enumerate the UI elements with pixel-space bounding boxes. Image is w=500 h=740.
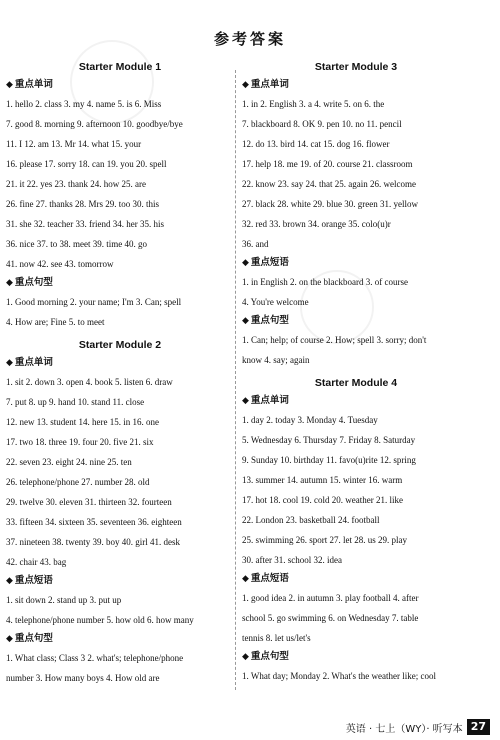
- section-heading-label: 重点短语: [250, 257, 289, 268]
- answer-line: 36. and: [242, 239, 269, 249]
- answer-line: 17. hot 18. cool 19. cold 20. weather 21. like: [242, 495, 403, 505]
- answer-line: 41. now 42. see 43. tomorrow: [6, 259, 114, 269]
- section-heading: [6, 572, 234, 590]
- answer-line: 1. sit 2. down 3. open 4. book 5. listen 6. draw: [6, 377, 173, 387]
- module-title: Starter Module 4: [314, 377, 398, 389]
- section-heading-label: 重点短语: [14, 575, 53, 586]
- section-heading: [242, 254, 470, 272]
- answer-line: 12. do 13. bird 14. cat 15. dog 16. flower: [242, 139, 390, 149]
- section-heading: [242, 570, 470, 588]
- answer-line: 1. Can; help; of course 2. How; spell 3. sorry; don't: [242, 335, 427, 345]
- page-footer: [346, 718, 490, 736]
- answer-line: 1. hello 2. class 3. my 4. name 5. is 6. Miss: [6, 99, 162, 109]
- answer-line: 1. in English 2. on the blackboard 3. of course: [242, 277, 408, 287]
- answer-line: 13. summer 14. autumn 15. winter 16. warm: [242, 475, 403, 485]
- diamond-bullet-icon: ◆: [242, 316, 249, 326]
- section-heading: [242, 648, 470, 666]
- answer-line: 1. in 2. English 3. a 4. write 5. on 6. the: [242, 99, 385, 109]
- answer-line: 25. swimming 26. sport 27. let 28. us 29. play: [242, 535, 407, 545]
- section-heading: [242, 76, 470, 94]
- diamond-bullet-icon: ◆: [242, 80, 249, 90]
- answer-line: 1. sit down 2. stand up 3. put up: [6, 595, 122, 605]
- answer-line: 5. Wednesday 6. Thursday 7. Friday 8. Saturday: [242, 435, 416, 445]
- module-title: Starter Module 2: [78, 339, 162, 351]
- diamond-bullet-icon: ◆: [6, 278, 13, 288]
- module-title: Starter Module 3: [314, 61, 398, 73]
- answer-line: 1. What day; Monday 2. What's the weather like; cool: [242, 671, 436, 681]
- answer-line: tennis 8. let us/let's: [242, 633, 311, 643]
- section-heading: [6, 274, 234, 292]
- section-heading: [6, 76, 234, 94]
- answer-line: 31. she 32. teacher 33. friend 34. her 35. his: [6, 219, 164, 229]
- diamond-bullet-icon: ◆: [242, 574, 249, 584]
- diamond-bullet-icon: ◆: [6, 576, 13, 586]
- answer-line: 17. two 18. three 19. four 20. five 21. six: [6, 437, 154, 447]
- answer-line: 42. chair 43. bag: [6, 557, 67, 567]
- answer-line: 1. day 2. today 3. Monday 4. Tuesday: [242, 415, 378, 425]
- section-heading-label: 重点单词: [250, 79, 289, 90]
- answer-line: 21. it 22. yes 23. thank 24. how 25. are: [6, 179, 146, 189]
- answer-line: 37. nineteen 38. twenty 39. boy 40. girl 41. desk: [6, 537, 180, 547]
- diamond-bullet-icon: ◆: [6, 634, 13, 644]
- answer-line: 4. How are; Fine 5. to meet: [6, 317, 105, 327]
- answer-line: 1. Good morning 2. your name; I'm 3. Can; spell: [6, 297, 182, 307]
- diamond-bullet-icon: ◆: [242, 258, 249, 268]
- answer-line: 12. new 13. student 14. here 15. in 16. one: [6, 417, 159, 427]
- answer-line: 22. know 23. say 24. that 25. again 26. welcome: [242, 179, 416, 189]
- section-heading: [242, 392, 470, 410]
- answer-line: 36. nice 37. to 38. meet 39. time 40. go: [6, 239, 147, 249]
- diamond-bullet-icon: ◆: [6, 80, 13, 90]
- answer-line: school 5. go swimming 6. on Wednesday 7. table: [242, 613, 419, 623]
- answer-line: 7. good 8. morning 9. afternoon 10. goodbye/bye: [6, 119, 183, 129]
- section-heading-label: 重点短语: [250, 573, 289, 584]
- section-heading-label: 重点句型: [14, 277, 53, 288]
- diamond-bullet-icon: ◆: [242, 652, 249, 662]
- answer-line: 33. fifteen 34. sixteen 35. seventeen 36. eighteen: [6, 517, 182, 527]
- answer-line: number 3. How many boys 4. How old are: [6, 673, 160, 683]
- section-heading-label: 重点单词: [14, 357, 53, 368]
- footer-book-title: 英语 · 七上（WY）· 听写本: [345, 723, 463, 735]
- answer-line: 17. help 18. me 19. of 20. course 21. classroom: [242, 159, 413, 169]
- section-heading: [242, 312, 470, 330]
- answer-line: 7. put 8. up 9. hand 10. stand 11. close: [6, 397, 145, 407]
- answer-line: 27. black 28. white 29. blue 30. green 31. yellow: [242, 199, 418, 209]
- answer-line: 30. after 31. school 32. idea: [242, 555, 342, 565]
- answer-line: 1. good idea 2. in autumn 3. play football 4. after: [242, 593, 419, 603]
- section-heading-label: 重点单词: [250, 395, 289, 406]
- answer-line: 4. telephone/phone number 5. how old 6. how many: [6, 615, 194, 625]
- answer-line: 22. seven 23. eight 24. nine 25. ten: [6, 457, 132, 467]
- module-title: Starter Module 1: [78, 61, 162, 73]
- diamond-bullet-icon: ◆: [242, 396, 249, 406]
- column-divider: [235, 70, 236, 690]
- diamond-bullet-icon: ◆: [6, 358, 13, 368]
- answer-line: 11. I 12. am 13. Mr 14. what 15. your: [6, 139, 142, 149]
- answer-line: 22. London 23. basketball 24. football: [242, 515, 380, 525]
- page-title: 参考答案: [213, 30, 286, 48]
- answer-line: 7. blackboard 8. OK 9. pen 10. no 11. pencil: [242, 119, 402, 129]
- answer-line: 32. red 33. brown 34. orange 35. colo(u)r: [242, 219, 391, 229]
- answer-line: 26. fine 27. thanks 28. Mrs 29. too 30. this: [6, 199, 159, 209]
- section-heading-label: 重点句型: [14, 633, 53, 644]
- answer-line: know 4. say; again: [242, 355, 310, 365]
- answer-line: 29. twelve 30. eleven 31. thirteen 32. fourteen: [6, 497, 172, 507]
- section-heading-label: 重点单词: [14, 79, 53, 90]
- section-heading-label: 重点句型: [250, 315, 289, 326]
- right-column: [242, 58, 470, 686]
- answer-line: 9. Sunday 10. birthday 11. favo(u)rite 12. spring: [242, 455, 416, 465]
- left-column: [6, 58, 234, 688]
- answer-line: 1. What class; Class 3 2. what's; telephone/phone: [6, 653, 184, 663]
- answer-line: 4. You're welcome: [242, 297, 309, 307]
- answer-line: 26. telephone/phone 27. number 28. old: [6, 477, 150, 487]
- page-number: 27: [467, 719, 490, 735]
- section-heading: [6, 354, 234, 372]
- section-heading-label: 重点句型: [250, 651, 289, 662]
- answer-line: 16. please 17. sorry 18. can 19. you 20. spell: [6, 159, 167, 169]
- section-heading: [6, 630, 234, 648]
